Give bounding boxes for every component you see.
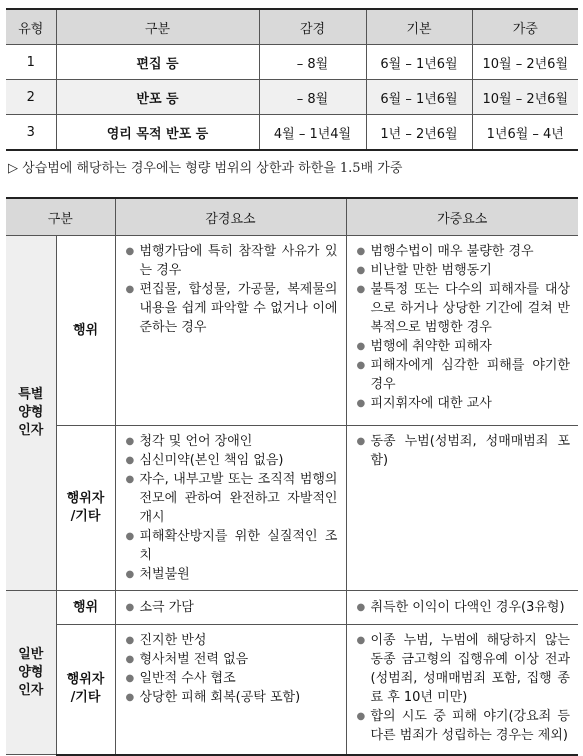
general-factors-text: 일반 양형 인자 <box>18 646 44 698</box>
category-cell: 편집 등 <box>56 45 259 80</box>
factor-item: ● 피해확산방지를 위한 실질적인 조치 <box>126 527 338 565</box>
aggravating-list <box>346 591 578 625</box>
factor-item: ● 심신미약(본인 책임 없음) <box>126 451 338 470</box>
factor-item: ● 자수, 내부고발 또는 조직적 범행의 전모에 관하여 완전하고 자발적인 개시 <box>126 470 338 527</box>
factor-item: ● 동종 누범(성범죄, 성매매범죄 포함) <box>357 432 571 470</box>
mitigated-cell: 4월 – 1년4월 <box>259 115 366 151</box>
header-type: 유형 <box>6 9 56 45</box>
table-row <box>6 80 578 115</box>
factor-item: ● 처벌불원 <box>126 565 338 584</box>
factor-item: ● 취득한 이익이 다액인 경우(3유형) <box>357 598 571 617</box>
factor-item: ● 일반적 수사 협조 <box>126 669 338 688</box>
mitigating-list <box>115 625 346 755</box>
factor-item: ● 피지휘자에 대한 교사 <box>357 394 571 413</box>
basic-cell: 6월 – 1년6월 <box>366 80 472 115</box>
actor-label <box>56 625 115 755</box>
category-cell: 반포 등 <box>56 80 259 115</box>
header-mitigated: 감경 <box>259 9 366 45</box>
general-actor-row <box>6 625 578 755</box>
factor-item: ● 진지한 반성 <box>126 631 338 650</box>
basic-cell: 1년 – 2년6월 <box>366 115 472 151</box>
general-factors-label <box>6 591 56 755</box>
mitigated-cell: – 8월 <box>259 45 366 80</box>
aggravated-cell: 1년6월 – 4년 <box>472 115 578 151</box>
factor-item: ● 소극 가담 <box>126 598 338 617</box>
factor-item: ● 상당한 피해 회복(공탁 포함) <box>126 688 338 707</box>
mitigating-list <box>115 591 346 625</box>
factor-item: ● 비난할 만한 범행동기 <box>357 261 571 280</box>
actor-label <box>56 426 115 591</box>
actor-label-text: 행위자 /기타 <box>66 491 105 524</box>
act-label: 행위 <box>56 591 115 625</box>
general-act-row <box>6 591 578 625</box>
aggravated-cell: 10월 – 2년6월 <box>472 45 578 80</box>
table-header-row <box>6 9 578 45</box>
factor-item: ● 범행수법이 매우 불량한 경우 <box>357 242 571 261</box>
header-basic: 기본 <box>366 9 472 45</box>
sentencing-range-table <box>6 8 578 151</box>
factor-item: ● 이종 누범, 누범에 해당하지 않는 동종 금고형의 집행유예 이상 전과(성범죄, 성매매범죄 포함, 집행 종료 후 10년 미만) <box>357 631 571 707</box>
mitigating-list <box>115 426 346 591</box>
type-cell: 3 <box>6 115 56 151</box>
factor-item: ● 합의 시도 중 피해 야기(강요죄 등 다른 범죄가 성립하는 경우는 제외) <box>357 707 571 745</box>
factor-item: ● 불특정 또는 다수의 피해자를 대상으로 하거나 상당한 기간에 걸쳐 반복적으로 범행한 경우 <box>357 280 571 337</box>
aggravating-list <box>346 426 578 591</box>
basic-cell: 6월 – 1년6월 <box>366 45 472 80</box>
header-mitigating: 감경요소 <box>115 198 346 236</box>
header-category: 구분 <box>56 9 259 45</box>
mitigated-cell: – 8월 <box>259 80 366 115</box>
header-aggravating: 가중요소 <box>346 198 578 236</box>
mitigating-list <box>115 236 346 426</box>
factor-item: ● 청각 및 언어 장애인 <box>126 432 338 451</box>
factor-item: ● 편집물, 합성물, 가공물, 복제물의 내용을 쉽게 파악할 수 없거나 이에 준하는 경우 <box>126 280 338 337</box>
header-aggravated: 가중 <box>472 9 578 45</box>
act-label: 행위 <box>56 236 115 426</box>
header-category: 구분 <box>6 198 115 236</box>
type-cell: 1 <box>6 45 56 80</box>
factor-item: ● 피해자에게 심각한 피해를 야기한 경우 <box>357 356 571 394</box>
table-row <box>6 45 578 80</box>
table-row <box>6 115 578 151</box>
type-cell: 2 <box>6 80 56 115</box>
special-actor-row <box>6 426 578 591</box>
special-factors-label <box>6 236 56 591</box>
factor-item: ● 범행에 취약한 피해자 <box>357 337 571 356</box>
sentencing-factors-table <box>6 197 578 756</box>
special-act-row <box>6 236 578 426</box>
category-cell: 영리 목적 반포 등 <box>56 115 259 151</box>
table-header-row <box>6 198 578 236</box>
habitual-offender-note: ▷ 상습범에 해당하는 경우에는 형량 범위의 상한과 하한을 1.5배 가중 <box>8 161 403 176</box>
special-factors-text: 특별 양형 인자 <box>18 387 44 438</box>
actor-label-text: 행위자 /기타 <box>66 672 105 706</box>
factor-item: ● 범행가담에 특히 참작할 사유가 있는 경우 <box>126 242 338 280</box>
aggravating-list <box>346 236 578 426</box>
aggravating-list <box>346 625 578 755</box>
aggravated-cell: 10월 – 2년6월 <box>472 80 578 115</box>
factor-item: ● 형사처벌 전력 없음 <box>126 650 338 669</box>
